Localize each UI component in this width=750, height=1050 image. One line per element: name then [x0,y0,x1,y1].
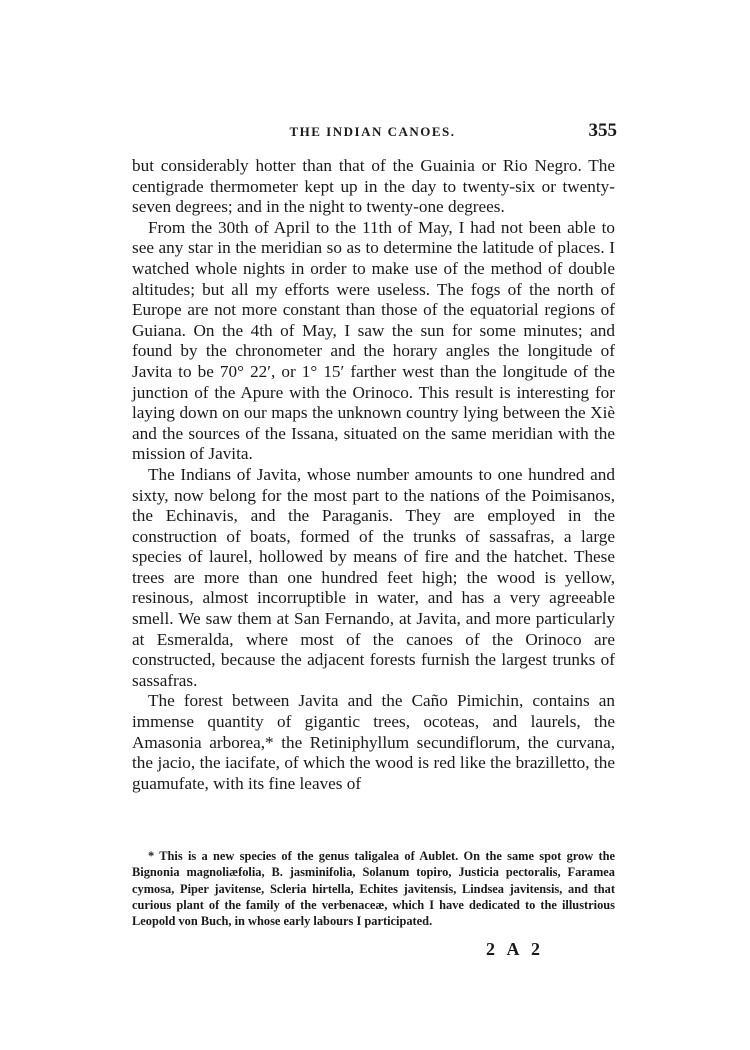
footnote-text: * This is a new species of the genus taligalea of Aublet. On the same spot grow the Bignonia magnoliæfolia, B. jasminifolia, Solanum topiro, Justicia pectoralis, Faramea cymosa, Piper javitense, Scleria hirtella, Echites javitensis, Lindsea javitensis, and that curious plant of the family of the verbenaceæ, which I have dedicated to the illustrious Leopold von Buch, in whose early labours I participated. [132,849,615,929]
body-text [132,156,615,794]
printer-signature-mark: 2 A 2 [485,939,544,959]
page-number: 355 [588,120,617,141]
paragraph-latitude-observations: From the 30th of April to the 11th of May, I had not been able to see any star in the meridian so as to determine the latitude of places. I watched whole nights in order to make use of the method of double altitudes; but all my efforts were useless. The fogs of the north of Europe are not more constant than those of the equatorial regions of Guiana. On the 4th of May, I saw the sun for some minutes; and found by the chronometer and the horary angles the longitude of Javita to be 70° 22′, or 1° 15′ farther west than the longitude of the junction of the Apure with the Orinoco. This result is interesting for laying down on our maps the unknown country lying between the Xiè and the sources of the Issana, situated on the same meridian with the mission of Javita. [132,217,615,464]
paragraph-indians-of-javita: The Indians of Javita, whose number amounts to one hundred and sixty, now belong for the most part to the nations of the Poimisanos, the Echinavis, and the Paraganis. They are employed in the construction of boats, formed of the trunks of sassafras, a large species of laurel, hollowed by means of fire and the hatchet. These trees are more than one hundred feet high; the wood is yellow, resinous, almost incorruptible in water, and has a very agreeable smell. We saw them at San Fernando, at Javita, and more particularly at Esmeralda, where most of the canoes of the Orinoco are constructed, because the adjacent forests furnish the largest trunks of sassafras. [132,464,615,690]
running-head [130,120,615,144]
running-title: THE INDIAN CANOES. [289,124,456,139]
paragraph-continuation: but considerably hotter than that of the Guainia or Rio Negro. The centigrade thermometer kept up in the day to twenty-six or twenty-seven degrees; and in the night to twenty-one degrees. [132,156,615,217]
footnote [132,848,615,929]
paragraph-forest-description: The forest between Javita and the Caño Pimichin, contains an immense quantity of gigantic trees, ocoteas, and laurels, the Amasonia arborea,* the Retiniphyllum secundiflorum, the curvana, the jacio, the iacifate, of which the wood is red like the brazilletto, the guamufate, with its fine leaves of [132,691,615,793]
